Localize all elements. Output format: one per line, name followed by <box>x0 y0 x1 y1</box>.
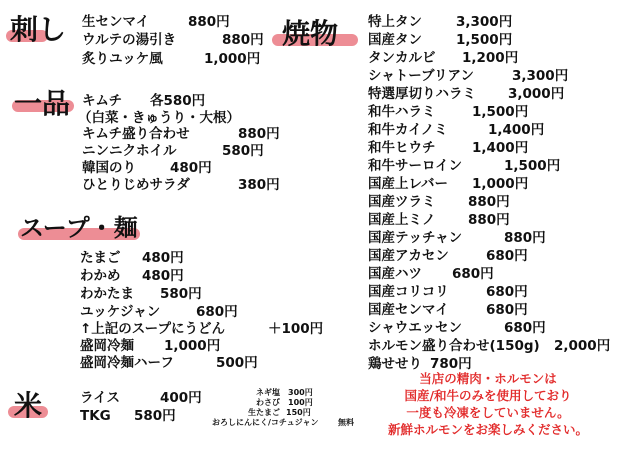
item-price: 680円 <box>452 266 494 282</box>
item-price: 400円 <box>160 390 202 406</box>
item-name: ウルテの湯引き <box>82 32 177 48</box>
item-name: たまご <box>80 250 121 266</box>
menu-item <box>82 160 212 177</box>
item-price: 480円 <box>142 268 184 284</box>
menu-item <box>368 266 494 283</box>
item-price: 1,200円 <box>462 50 519 66</box>
notice-line: 一度も冷凍をしていません。 <box>406 405 570 420</box>
item-price: 680円 <box>196 304 238 320</box>
item-name: シャウエッセン <box>368 320 462 336</box>
item-name: タンカルビ <box>368 50 436 66</box>
item-price: 480円 <box>142 250 184 266</box>
item-name: 国産上レバー <box>368 176 449 192</box>
condiment-price: 150円 <box>286 408 311 417</box>
item-price: 680円 <box>486 248 528 264</box>
menu-item <box>80 304 238 321</box>
item-price: 1,000円 <box>472 176 529 192</box>
menu-item <box>368 176 529 193</box>
item-name: 炙りユッケ風 <box>82 51 163 67</box>
item-name: 国産上ミノ <box>368 212 436 228</box>
menu-item <box>82 143 264 160</box>
condiment-name: おろしにんにく/コチュジャン <box>212 418 319 427</box>
item-name: 盛岡冷麺ハーフ <box>80 355 174 371</box>
item-name: わかめ <box>80 268 121 284</box>
item-name: ライス <box>80 390 120 406</box>
menu-item <box>82 32 264 49</box>
item-name: 国産コリコリ <box>368 284 449 300</box>
item-price: 1,400円 <box>488 122 545 138</box>
condiment-price: 無料 <box>338 418 354 427</box>
item-price: 1,000円 <box>164 338 221 354</box>
item-name: 盛岡冷麺 <box>80 338 134 354</box>
menu-item <box>80 321 324 338</box>
item-price: 680円 <box>486 284 528 300</box>
menu-item <box>80 268 184 285</box>
item-name: 和牛ハラミ <box>368 104 436 120</box>
item-price: 2,000円 <box>554 338 611 354</box>
item-name: わかたま <box>80 286 134 302</box>
item-name: 国産センマイ <box>368 302 449 318</box>
condiment-item <box>256 388 313 398</box>
menu-item <box>80 355 258 372</box>
menu-item <box>368 14 513 31</box>
item-name: 国産テッチャン <box>368 230 463 246</box>
condiment-item <box>212 418 354 428</box>
item-price: 680円 <box>504 320 546 336</box>
section-title-ippin: 一品 <box>14 87 71 120</box>
condiment-name: 生たまご <box>248 408 280 417</box>
item-price: 680円 <box>486 302 528 318</box>
item-name: 鶏せせり <box>368 356 422 372</box>
condiment-price: 300円 <box>288 388 313 397</box>
menu-item <box>82 126 280 143</box>
notice-line: 国産/和牛のみを使用しており <box>404 388 572 403</box>
menu-item <box>368 284 528 301</box>
item-price: 1,500円 <box>472 104 529 120</box>
menu-item <box>368 338 611 355</box>
menu-item <box>80 286 202 303</box>
menu-item <box>82 14 230 31</box>
item-name: 国産ハツ <box>368 266 422 282</box>
menu-item <box>368 248 528 265</box>
menu-item <box>368 32 513 49</box>
item-name: ↑上記のスープにうどん <box>80 321 225 337</box>
item-name: キムチ盛り合わせ <box>82 126 190 142</box>
item-price: 580円 <box>160 286 202 302</box>
menu-item <box>368 212 510 229</box>
menu-item <box>368 320 546 337</box>
menu-item <box>368 140 529 157</box>
item-price: 500円 <box>216 355 258 371</box>
item-price: 880円 <box>222 32 264 48</box>
item-name: TKG <box>80 408 111 424</box>
item-price: 380円 <box>238 177 280 193</box>
menu-item <box>368 230 546 247</box>
item-price: 580円 <box>222 143 264 159</box>
menu-item <box>368 194 510 211</box>
menu-item <box>80 390 202 407</box>
section-title-rice: 米 <box>14 389 43 422</box>
item-price: ＋100円 <box>268 321 324 337</box>
item-price: 3,300円 <box>456 14 513 30</box>
menu-item <box>368 122 545 139</box>
condiment-name: わさび <box>256 398 280 407</box>
item-name: シャトーブリアン <box>368 68 474 84</box>
item-price: 各580円 <box>150 93 206 109</box>
item-name: ホルモン盛り合わせ(150g) <box>368 338 540 354</box>
menu-item <box>368 50 519 67</box>
item-name: 特上タン <box>368 14 422 30</box>
notice-text <box>368 370 608 438</box>
section-title-sashimi: 刺し <box>10 13 67 46</box>
section-title-yakimono: 焼物 <box>282 17 339 50</box>
item-price: 3,000円 <box>508 86 565 102</box>
menu-item <box>368 86 565 103</box>
condiment-item <box>248 408 311 418</box>
menu-item <box>368 68 569 85</box>
item-name: 国産アカセン <box>368 248 449 264</box>
condiment-name: ネギ塩 <box>256 388 280 397</box>
item-name: ニンニクホイル <box>82 143 177 159</box>
menu-item <box>80 250 184 267</box>
menu-item <box>368 104 529 121</box>
item-name: 国産ツラミ <box>368 194 436 210</box>
item-name: ユッケジャン <box>80 304 161 320</box>
menu-item <box>368 302 528 319</box>
item-name: 韓国のり <box>82 160 136 176</box>
condiment-price: 100円 <box>288 398 313 407</box>
item-price: 1,500円 <box>504 158 561 174</box>
item-name: 和牛ヒウチ <box>368 140 436 156</box>
notice-line: 当店の精肉・ホルモンは <box>419 371 557 386</box>
menu-item <box>82 177 280 194</box>
item-price: 780円 <box>430 356 472 372</box>
menu-item <box>80 408 176 425</box>
notice-line: 新鮮ホルモンをお楽しみください。 <box>387 422 588 437</box>
item-name: キムチ <box>82 93 123 109</box>
item-price: 880円 <box>468 194 510 210</box>
item-price: 1,400円 <box>472 140 529 156</box>
menu-item <box>78 110 240 127</box>
item-name: ひとりじめサラダ <box>82 177 190 193</box>
menu-item <box>368 158 561 175</box>
item-price: 1,500円 <box>456 32 513 48</box>
condiment-item <box>256 398 313 408</box>
item-name: 和牛サーロイン <box>368 158 463 174</box>
item-price: 480円 <box>170 160 212 176</box>
menu-item <box>82 93 206 110</box>
section-title-soup: スープ・麺 <box>20 213 138 242</box>
item-price: 3,300円 <box>512 68 569 84</box>
menu-item <box>80 338 221 355</box>
menu-item <box>82 51 261 68</box>
item-price: 580円 <box>134 408 176 424</box>
item-price: 880円 <box>188 14 230 30</box>
item-name: 生センマイ <box>82 14 150 30</box>
item-price: 880円 <box>468 212 510 228</box>
item-price: 880円 <box>238 126 280 142</box>
item-name: 特選厚切りハラミ <box>368 86 476 102</box>
item-name: 和牛カイノミ <box>368 122 448 138</box>
item-price: 880円 <box>504 230 546 246</box>
item-name: 国産タン <box>368 32 422 48</box>
item-price: 1,000円 <box>204 51 261 67</box>
item-name: （白菜・きゅうり・大根） <box>78 110 240 126</box>
